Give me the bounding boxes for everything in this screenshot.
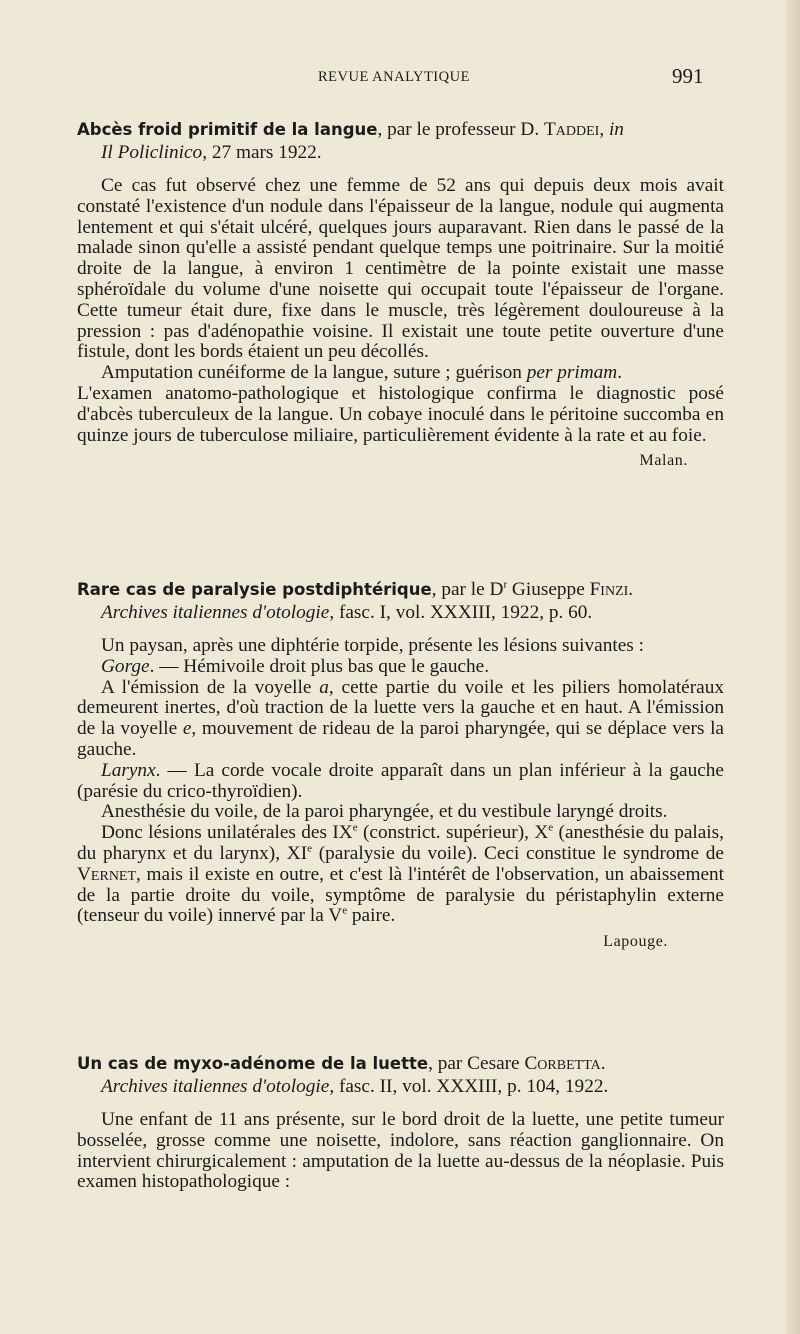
paragraph: Un paysan, après une diphtérie torpide, présente les lésions suivantes :	[101, 635, 644, 656]
paragraph: Ce cas fut observé chez une femme de 52 ans qui depuis deux mois avait constaté l'existence d'un nodule dans l'épaisseur de la langue, nodule qui augmenta lentement et qui s'était ulcéré, quelques jours auparavant. Rien dans le passé de la malade sinon qu'elle a assisté pendant quelque temps une poitrinaire. Sur la moitié droite de la langue, à environ 1 centimètre de la pointe existait une masse sphéroïdale du volume d'une noisette qui occupait toute l'épaisseur de l'organe. Cette tumeur était dure, fixe dans le muscle, très légèrement douloureuse à la pression : pas d'adénopathie voisine. Il existait une toute petite ouverture d'une fistule, dont les bords étaient un peu décollés.	[77, 175, 724, 363]
entry-title-bold: Un cas de myxo-adénome de la luette	[77, 1054, 429, 1073]
journal-reference: Il Policlinico, 27 mars 1922.	[101, 142, 322, 163]
author-name: Finzi	[589, 579, 629, 600]
signature: Lapouge.	[603, 933, 668, 951]
entry-myxo-adenome	[77, 1052, 724, 1193]
entry-title-bold: Rare cas de paralysie postdiphtérique	[77, 580, 432, 599]
author-name: Taddei	[543, 119, 600, 140]
journal-reference: Archives italiennes d'otologie, fasc. I, vol. XXXIII, 1922, p. 60.	[101, 602, 593, 623]
page-header	[0, 66, 800, 90]
page-number: 991	[672, 64, 704, 88]
paragraph: L'examen anatomo-pathologique et histologique confirma le diagnostic posé d'abcès tuberculeux de la langue. Un cobaye inoculé dans le péritoine succomba en quinze jours de tuberculose miliaire, particulièrement évidente à la rate et au foie.	[77, 382, 724, 446]
paragraph: Larynx. — La corde vocale droite apparaît dans un plan inférieur à la gauche (parésie du crico-thyroïdien).	[77, 759, 724, 802]
paragraph: Une enfant de 11 ans présente, sur le bord droit de la luette, une petite tumeur bosselée, grosse comme une noisette, indolore, sans réaction ganglionnaire. On intervient chirurgicalement : amputation de la luette au-dessus de la néoplasie. Puis examen histopathologique :	[77, 1109, 724, 1193]
paragraph: A l'émission de la voyelle a, cette partie du voile et les piliers homolatéraux demeurent inertes, d'où traction de la luette vers la gauche et en haut. A l'émission de la voyelle e, mouvement de rideau de la paroi pharyngée, qui se déplace vers la gauche.	[77, 676, 724, 760]
paragraph: Amputation cunéiforme de la langue, suture ; guérison per primam.	[101, 362, 623, 384]
paragraph: Gorge. — Hémivoile droit plus bas que le gauche.	[101, 655, 490, 677]
running-title: REVUE ANALYTIQUE	[318, 69, 470, 85]
paragraph: Anesthésie du voile, de la paroi pharyngée, et du vestibule laryngé droits.	[101, 801, 668, 823]
entry-title: Abcès froid primitif de la langue, par le professeur D. Taddei, in	[77, 119, 624, 140]
entry-abces-froid	[77, 118, 724, 470]
entry-paralysie	[77, 578, 724, 951]
author-name: Corbetta	[524, 1053, 601, 1074]
entry-title: Rare cas de paralysie postdiphtérique, par le $D^r$ Giuseppe Finzi.	[77, 578, 634, 600]
entry-title: Un cas de myxo-adénome de la luette, par Cesare Corbetta.	[77, 1053, 606, 1074]
signature: Malan.	[639, 452, 688, 470]
journal-reference: Archives italiennes d'otologie, fasc. II, vol. XXXIII, p. 104, 1922.	[101, 1076, 609, 1097]
entry-title-bold: Abcès froid primitif de la langue	[77, 120, 378, 139]
paragraph: Donc lésions unilatérales des IXe (constrict. supérieur), Xe (anesthésie du palais, du pharynx et du larynx), XIe (paralysie du voile). Ceci constitue le syndrome de Vernet, mais il existe en outre, et c'est là l'intérêt de l'observation, un abaissement de la partie droite du voile, symptôme de paralysie du péristaphylin externe (tenseur du voile) innervé par la Ve paire.	[77, 821, 724, 927]
